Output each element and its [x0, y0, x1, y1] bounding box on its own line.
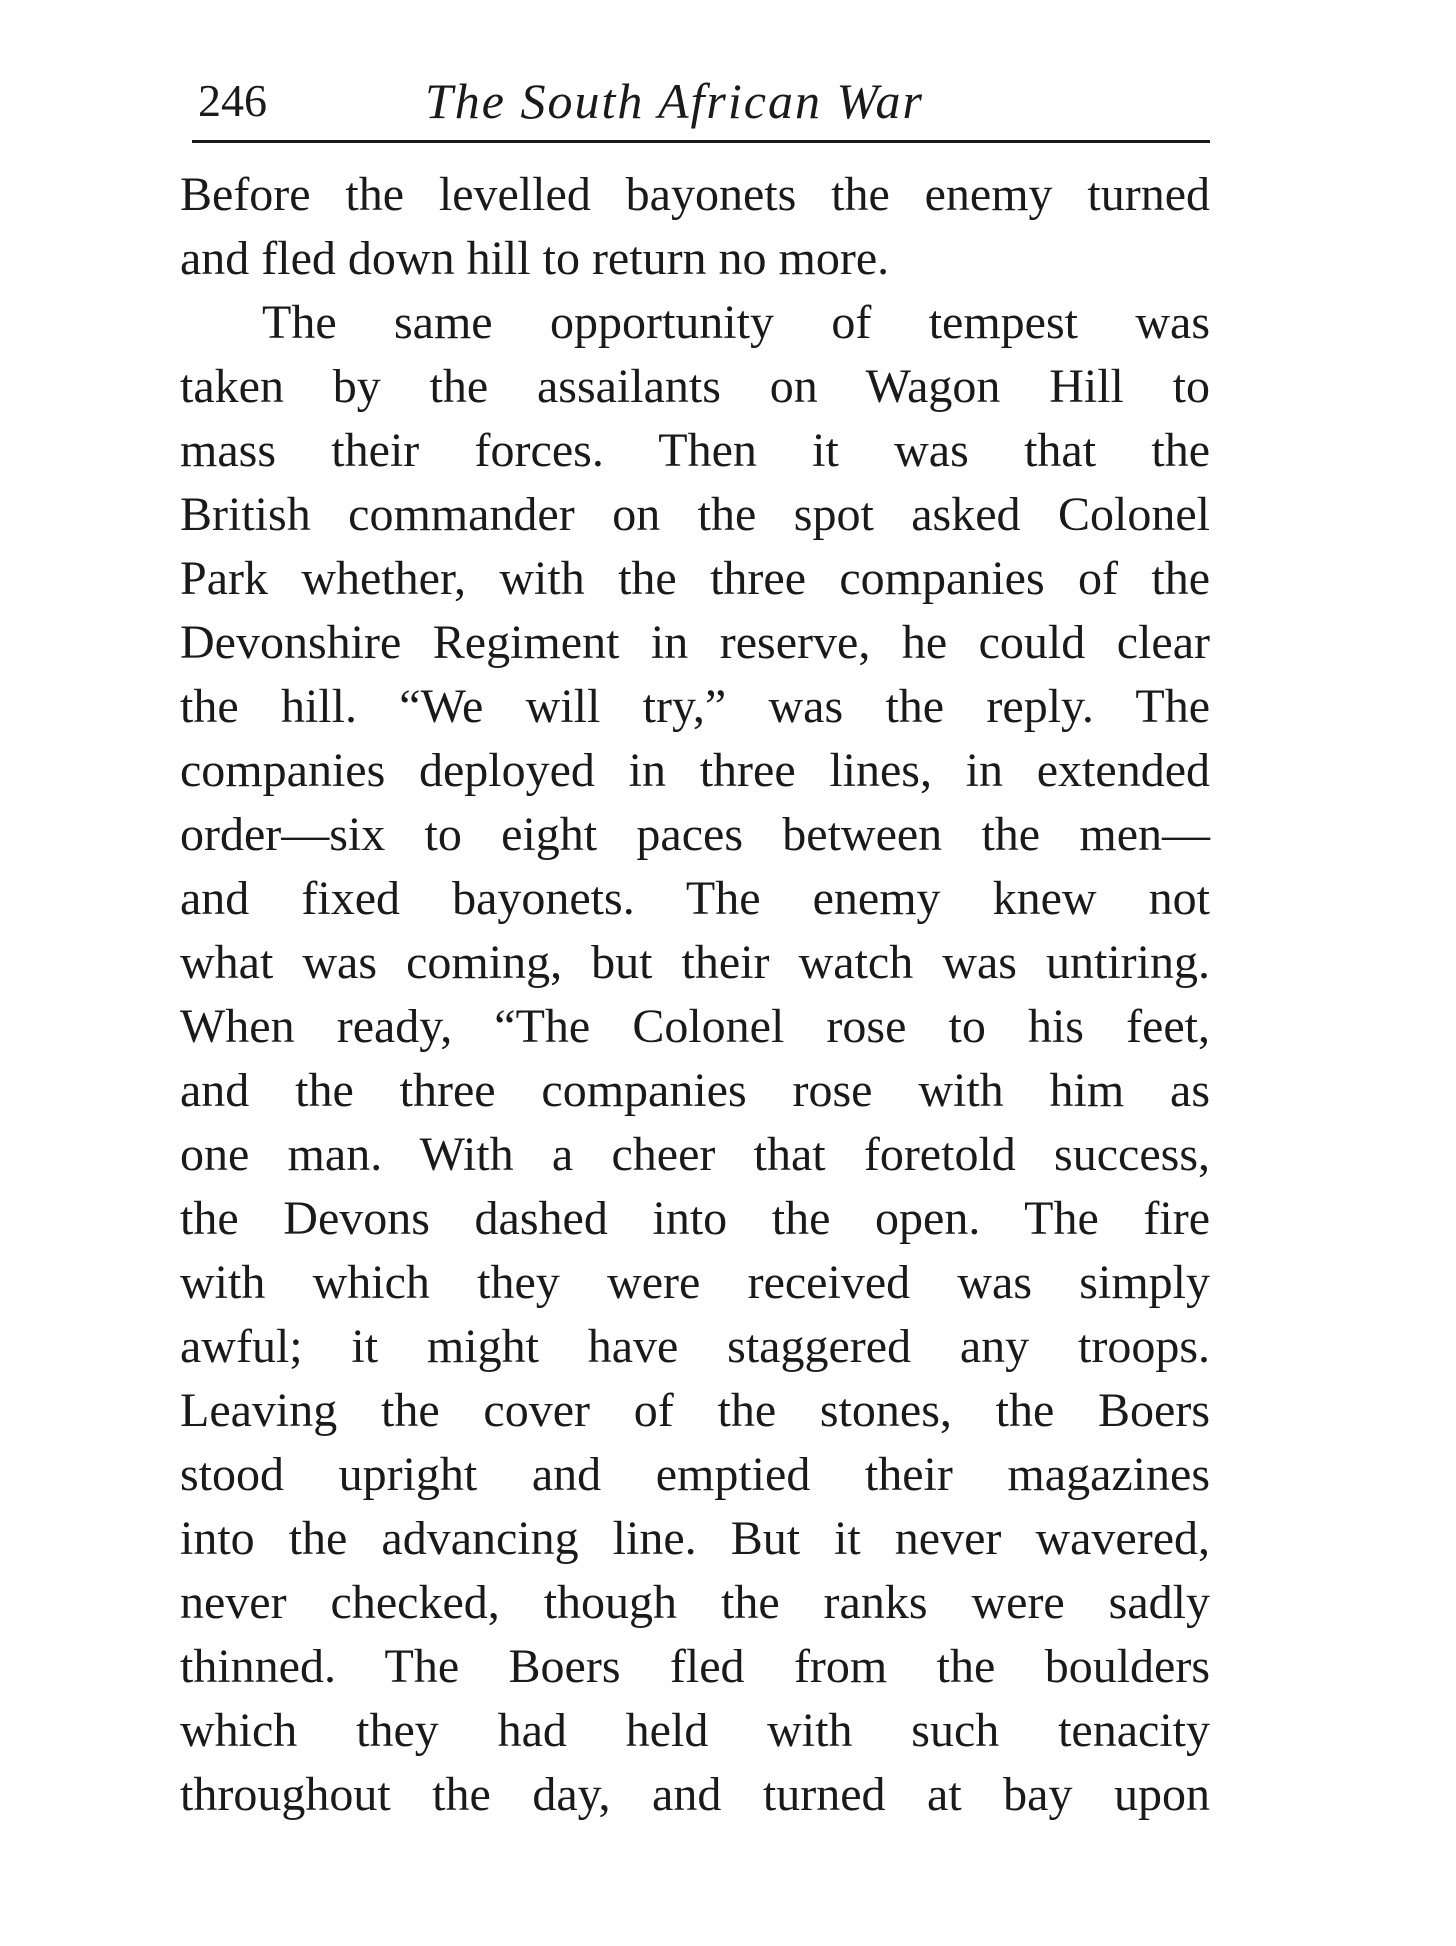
text-line: stood upright and emptied their magazines	[180, 1448, 1210, 1501]
page-header	[190, 66, 1210, 136]
text-line: what was coming, but their watch was untiring.	[180, 936, 1210, 989]
text-line: into the advancing line. But it never wavered,	[180, 1512, 1210, 1565]
body-text	[180, 163, 1210, 1827]
text-line: with which they were received was simply	[180, 1256, 1210, 1309]
page-number: 246	[198, 75, 267, 126]
running-title: The South African War	[425, 73, 924, 129]
text-line: thinned. The Boers fled from the boulders	[180, 1640, 1210, 1693]
text-line: never checked, though the ranks were sadly	[180, 1576, 1210, 1629]
text-line: awful; it might have staggered any troops.	[180, 1320, 1210, 1373]
text-line: Before the levelled bayonets the enemy turned	[180, 168, 1210, 221]
text-line: the hill. “We will try,” was the reply. The	[180, 680, 1210, 733]
text-line: order—six to eight paces between the men—	[180, 808, 1210, 861]
text-line: The same opportunity of tempest was	[262, 296, 1210, 349]
header-rule	[192, 140, 1210, 143]
text-line: taken by the assailants on Wagon Hill to	[180, 360, 1210, 413]
text-line: one man. With a cheer that foretold success,	[180, 1128, 1210, 1181]
text-line: and fixed bayonets. The enemy knew not	[180, 872, 1210, 925]
text-line: and the three companies rose with him as	[180, 1064, 1210, 1117]
text-line: mass their forces. Then it was that the	[180, 424, 1210, 477]
text-line: and fled down hill to return no more.	[180, 232, 890, 285]
text-line: Devonshire Regiment in reserve, he could clear	[180, 616, 1210, 669]
text-line: Leaving the cover of the stones, the Boers	[180, 1384, 1210, 1437]
text-line: When ready, “The Colonel rose to his feet,	[180, 1000, 1210, 1053]
text-line: throughout the day, and turned at bay upon	[180, 1768, 1210, 1821]
text-line: the Devons dashed into the open. The fire	[180, 1192, 1210, 1245]
text-line: British commander on the spot asked Colonel	[180, 488, 1210, 541]
text-line: companies deployed in three lines, in extended	[180, 744, 1210, 797]
text-line: Park whether, with the three companies of the	[180, 552, 1210, 605]
text-line: which they had held with such tenacity	[180, 1704, 1210, 1757]
